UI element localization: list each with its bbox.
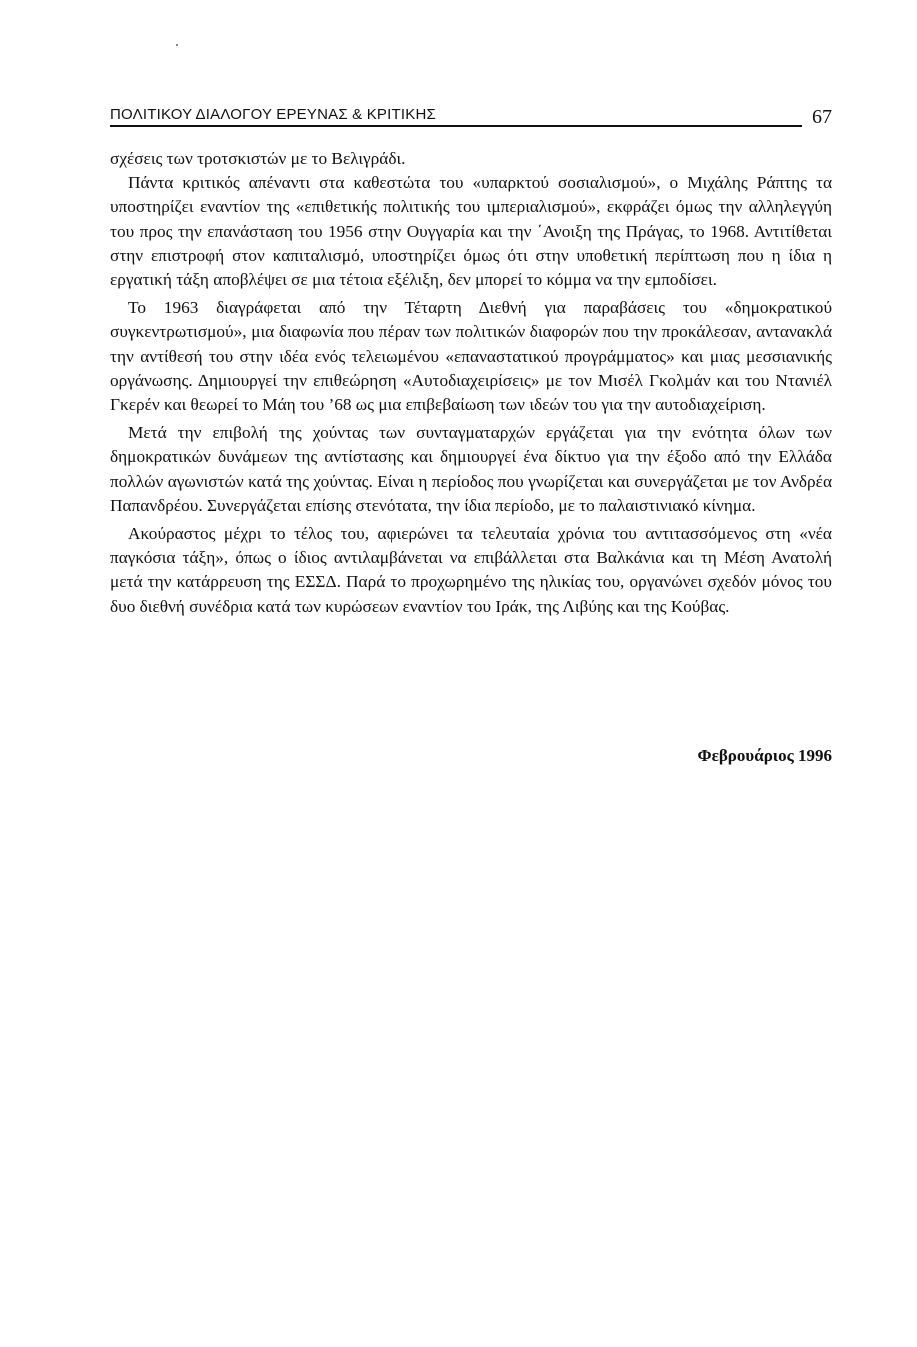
date-signature: Φεβρουάριος 1996 [697,746,832,765]
header-rule [110,125,802,127]
paragraph: Μετά την επιβολή της χούντας των συνταγματαρχών εργάζεται για την ενότητα όλων των δημοκρατικών δυνάμεων της αντίστασης και δημιουργεί ένα δίκτυο για την έξοδο από την Ελλάδα πολλών αγωνιστών κατά της χούντας. Είναι η περίοδος που γνωρίζεται και συνεργάζεται με τον Ανδρέα Παπανδρέου. Συνεργάζεται επίσης στενότατα, την ίδια περίοδο, με το παλαιστινιακό κίνημα. [110,423,832,515]
paragraph: Πάντα κριτικός απέναντι στα καθεστώτα του «υπαρκτού σοσιαλισμού», ο Μιχάλης Ράπτης τα υποστηρίζει εναντίον της «επιθετικής πολιτικής του ιμπεριαλισμού», εκφράζει όμως την αλληλεγγύη του προς την επανάσταση του 1956 στην Ουγγαρία και την ΄Ανοιξη της Πράγας, το 1968. Αντιτίθεται στην επιστροφή στον καπιταλισμό, υποστηρίζει όμως ότι στην υποθετική περίπτωση που η ίδια η εργατική τάξη αποβλέψει σε μια τέτοια εξέλιξη, δεν μπορεί το κόμμα να την εμποδίσει. [110,173,832,290]
paragraph-continuation: σχέσεις των τροτσκιστών με το Βελιγράδι. [110,149,406,168]
page-header [110,102,832,132]
paragraph: Το 1963 διαγράφεται από την Τέταρτη Διεθνή για παραβάσεις του «δημοκρατικού συγκεντρωτισμού», μια διαφωνία που πέραν των πολιτικών διαφορών που την προκάλεσαν, αντανακλά την αντίθεσή του στην ιδέα ενός τελειωμένου «επαναστατικού προγράμματος» και μιας μεσσιανικής οργάνωσης. Δημιουργεί την επιθεώρηση «Αυτοδιαχειρίσεις» με τον Μισέλ Γκολμάν και του Ντανιέλ Γκερέν και θεωρεί το Μάη του ’68 ως μια επιβεβαίωση των ιδεών του για την αυτοδιαχείριση. [110,298,832,415]
body-text [110,147,832,619]
page-number: 67 [812,106,832,128]
scan-speck [176,44,178,46]
running-head: ΠΟΛΙΤΙΚΟΥ ΔΙΑΛΟΓΟΥ ΕΡΕΥΝΑΣ & ΚΡΙΤΙΚΗΣ [110,106,436,123]
paragraph: Ακούραστος μέχρι το τέλος του, αφιερώνει τα τελευταία χρόνια του αντιτασσόμενος στη «νέα παγκόσια τάξη», όπως ο ίδιος αντιλαμβάνεται να επιβάλλεται στα Βαλκάνια και τη Μέση Ανατολή μετά την κατάρρευση της ΕΣΣΔ. Παρά το προχωρημένο της ηλικίας του, οργανώνει σχεδόν μόνος του δυο διεθνή συνέδρια κατά των κυρώσεων εναντίον του Ιράκ, της Λιβύης και της Κούβας. [110,524,832,616]
